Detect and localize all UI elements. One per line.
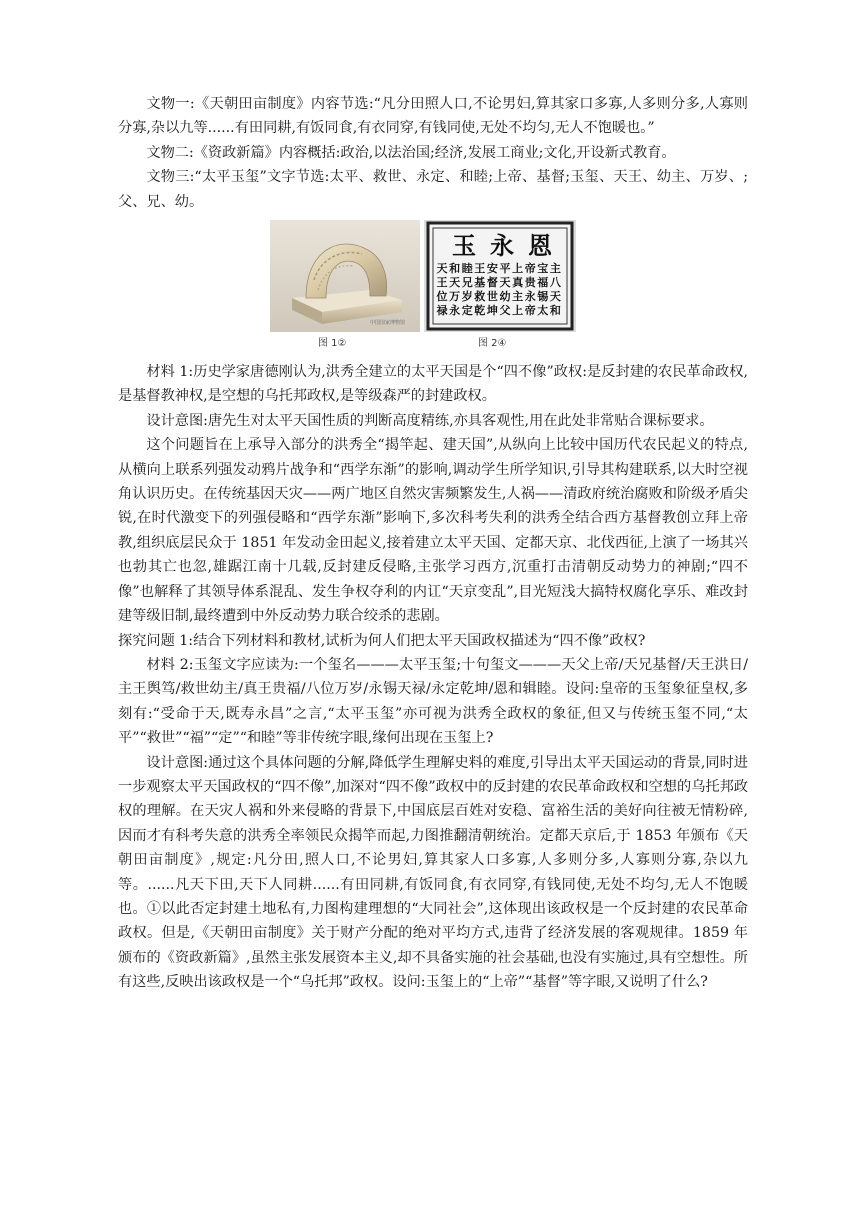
seal-character: 主 <box>512 290 524 304</box>
seal-character: 天 <box>499 276 511 290</box>
seal-character: 天 <box>449 276 461 290</box>
seal-character: 永 <box>524 290 536 304</box>
seal-rubbing-image <box>424 220 576 332</box>
seal-character: 乾 <box>474 304 486 318</box>
seal-character: 督 <box>486 276 498 290</box>
body-paragraph: 设计意图:唐先生对太平天国性质的判断高度精练,亦具客观性,用在此处非常贴合课标要求。 <box>146 412 714 429</box>
figure-1-caption: 图 1② <box>318 338 347 350</box>
seal-character: 万 <box>449 290 461 304</box>
body-paragraphs <box>118 360 748 995</box>
body-paragraph: 探究问题 1:结合下列材料和教材,试析为何人们把太平天国政权描述为“四不像”政权? <box>118 632 646 649</box>
seal-character: 天 <box>436 262 448 276</box>
seal-character: 真 <box>512 276 524 290</box>
seal-character: 位 <box>436 290 448 304</box>
seal-character: 主 <box>549 262 561 276</box>
seal-character: 禄 <box>436 304 448 318</box>
seal-character: 锡 <box>537 290 549 304</box>
seal-character: 岁 <box>461 290 473 304</box>
seal-character: 幼 <box>499 290 511 304</box>
paragraph-artifact-2: 文物二:《资政新篇》内容概括:政治,以法治国;经济,发展工商业;文化,开设新式教育。 <box>146 144 676 161</box>
seal-character: 恩 <box>528 231 552 261</box>
seal-character: 和 <box>549 304 561 318</box>
seal-character: 兄 <box>461 276 473 290</box>
seal-character: 坤 <box>486 304 498 318</box>
seal-character: 福 <box>537 276 549 290</box>
seal-character: 世 <box>486 290 498 304</box>
seal-character: 基 <box>474 276 486 290</box>
seal-character: 上 <box>512 262 524 276</box>
seal-character: 贵 <box>524 276 536 290</box>
body-paragraph: 设计意图:通过这个具体问题的分解,降低学生理解史料的难度,引导出太平天国运动的背景,同时进一步观察太平天国政权的“四不像”,加深对“四不像”政权中的反封建的农民革命政权和空想的乌托邦政权的理解。在天灾人祸和外来侵略的背景下,中国底层百姓对安稳、富裕生活的美好向往被无情粉碎,因而才有科考失意的洪秀全率领民众揭竿而起,力图推翻清朝统治。定都天京后,于 1853 年颁布《天朝田亩制度》,规定:凡分田,照人口,不论男妇,算其家人口多寡,人多则分多,人寡则分寡,杂以九等。......凡天下田,天下人同耕......有田同耕,有饭同食,有衣同穿,有钱同使,无处不均匀,无人不饱暖也。①以此否定封建土地私有,力图构建理想的“大同社会”,这体现出该政权是一个反封建的农民革命政权。但是,《天朝田亩制度》关于财产分配的绝对平均方式,违背了经济发展的客观规律。1859 年颁布的《资政新篇》,虽然主张发展资本主义,却不具备实施的社会基础,也没有实施过,具有空想性。所有这些,反映出该政权是一个“乌托邦”政权。设问:玉玺上的“上帝”“基督”等字眼,又说明了什么? <box>118 754 748 991</box>
seal-character: 平 <box>499 262 511 276</box>
seal-character: 太 <box>537 304 549 318</box>
seal-character: 安 <box>486 262 498 276</box>
body-paragraph: 这个问题旨在上承导入部分的洪秀全“揭竿起、建天国”,从纵向上比较中国历代农民起义的特点,从横向上联系列强发动鸦片战争和“西学东渐”的影响,调动学生所学知识,引导其构建联系,以大时空视角认识历史。在传统基因天灾——两广地区自然灾害频繁发生,人祸——清政府统治腐败和阶级矛盾尖锐,在时代激变下的列强侵略和“西学东渐”影响下,多次科考失利的洪秀全结合西方基督教创立拜上帝教,组织底层民众于 1851 年发动金田起义,接着建立太平天国、定都天京、北伐西征,上演了一场其兴也勃其亡也忽,雄踞江南十几载,反封建反侵略,主张学习西方,沉重打击清朝反动势力的神剧;“四不像”也解释了其领导体系混乱、发生争权夺利的内讧“天京变乱”,目光短浅大搞特权腐化享乐、难改封建等级旧制,最终遭到中外反动势力联合绞杀的悲剧。 <box>118 437 748 625</box>
seal-character: 天 <box>549 290 561 304</box>
seal-character: 帝 <box>524 262 536 276</box>
seal-character: 上 <box>512 304 524 318</box>
seal-character: 睦 <box>461 262 473 276</box>
seal-character: 永 <box>449 304 461 318</box>
body-paragraph: 材料 2:玉玺文字应读为:一个玺名———太平玉玺;十句玺文———天父上帝/天兄基督/天王洪日/主王舆笃/救世幼主/真王贵福/八位万岁/永锡天禄/永定乾坤/恩和辑睦。设问:皇帝的玉玺象征皇权,多刻有:“受命于天,既寿永昌”之言,“太平玉玺”亦可视为洪秀全政权的象征,但又与传统玉玺不同,“太平”“救世”“福”“定”“和睦”等非传统字眼,缘何出现在玉玺上? <box>118 656 748 747</box>
jade-seal-photo <box>270 220 420 332</box>
figures-row <box>118 220 748 356</box>
document-page <box>118 92 748 995</box>
seal-character: 定 <box>461 304 473 318</box>
seal-character: 八 <box>549 276 561 290</box>
figure-2-caption: 图 2④ <box>478 338 507 350</box>
seal-character: 救 <box>474 290 486 304</box>
paragraph-artifact-3: 文物三:“太平玉玺”文字节选:太平、救世、永定、和睦;上帝、基督;玉玺、天王、幼主、万岁、;父、兄、幼。 <box>118 169 748 210</box>
paragraph-artifact-1: 文物一:《天朝田亩制度》内容节选:“凡分田照人口,不论男妇,算其家口多寡,人多则分多,人寡则分寡,杂以九等......有田同耕,有饭同食,有衣同穿,有钱同使,无处不均匀,无人不饱暖也。” <box>118 96 748 137</box>
seal-character: 和 <box>449 262 461 276</box>
seal-character: 永 <box>490 231 514 261</box>
seal-character: 宝 <box>537 262 549 276</box>
body-paragraph: 材料 1:历史学家唐德刚认为,洪秀全建立的太平天国是个“四不像”政权:是反封建的农民革命政权,是基督教神权,是空想的乌托邦政权,是等级森严的封建政权。 <box>118 364 748 405</box>
seal-character: 玉 <box>452 231 476 261</box>
seal-character: 帝 <box>524 304 536 318</box>
seal-character: 王 <box>436 276 448 290</box>
seal-character: 父 <box>499 304 511 318</box>
seal-character: 王 <box>474 262 486 276</box>
svg-text:中国国家博物馆: 中国国家博物馆 <box>370 320 406 327</box>
